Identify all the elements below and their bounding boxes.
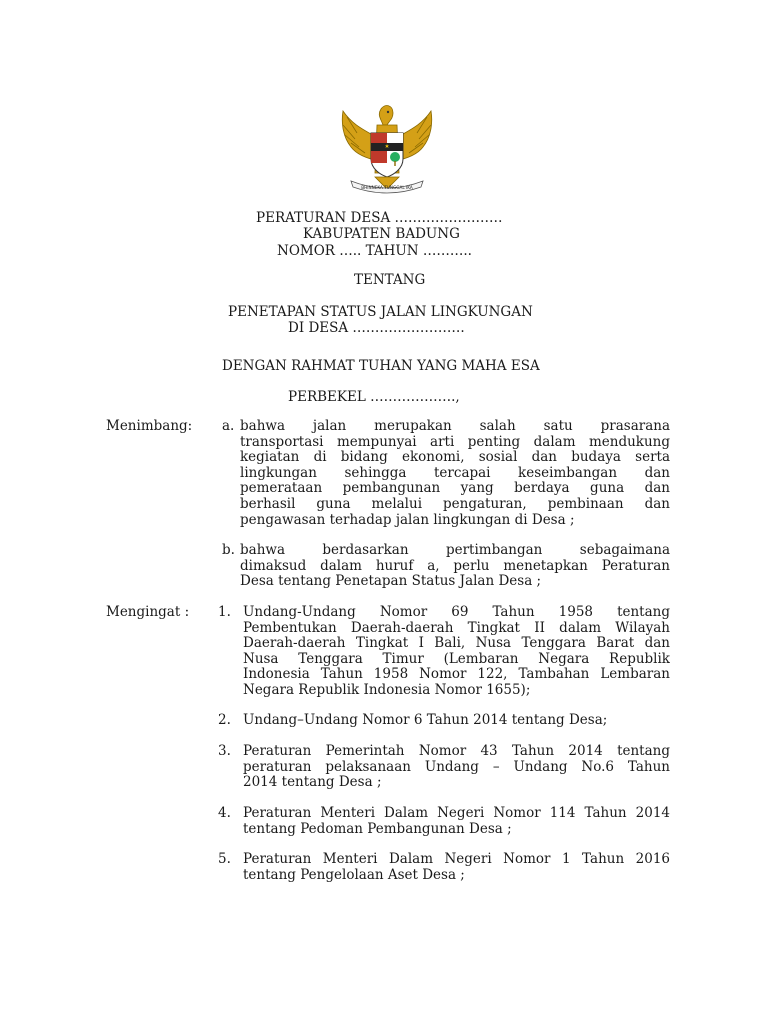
regency-line: KABUPATEN BADUNG [303, 226, 460, 242]
subject-title-line2: DI DESA ……………………. [288, 320, 465, 336]
regulation-title-line: PERATURAN DESA …………………… [256, 210, 503, 226]
mengingat-item-3 [243, 744, 670, 791]
text-line: Desa tentang Penetapan Status Jalan Desa ; [240, 574, 542, 590]
text-line: dimaksud dalam huruf a, perlu menetapkan Peraturan [240, 558, 670, 574]
text-line: tentang Pengelolaan Aset Desa ; [243, 867, 465, 883]
text-line: Peraturan Pemerintah Nomor 43 Tahun 2014 tentang [243, 744, 670, 759]
menimbang-marker-a: a. [222, 418, 235, 434]
text-line: transportasi mempunyai arti penting dalam mendukung [240, 434, 670, 450]
mengingat-item-1 [243, 605, 670, 699]
subject-title-line1: PENETAPAN STATUS JALAN LINGKUNGAN [228, 304, 533, 320]
text-line: Peraturan Menteri Dalam Negeri Nomor 1 Tahun 2016 [243, 852, 670, 867]
text-line: bahwa jalan merupakan salah satu prasarana [240, 419, 670, 434]
mengingat-item-2 [243, 713, 670, 729]
text-line: pemerataan pembangunan yang berdaya guna dan [240, 481, 670, 497]
text-line: Peraturan Menteri Dalam Negeri Nomor 114 Tahun 2014 [243, 806, 670, 821]
tentang-heading: TENTANG [354, 272, 426, 288]
text-line: Nusa Tenggara Timur (Lembaran Negara Republik [243, 651, 670, 667]
text-line: Negara Republik Indonesia Nomor 1655); [243, 682, 531, 698]
mengingat-label: Mengingat : [106, 604, 190, 620]
text-line: Daerah-daerah Tingkat I Bali, Nusa Tenggara Barat dan [243, 636, 670, 652]
svg-text:BHINNEKA TUNGGAL IKA: BHINNEKA TUNGGAL IKA [361, 185, 413, 190]
perbekel-line: PERBEKEL ………………., [288, 389, 460, 405]
mengingat-marker-5: 5. [218, 851, 231, 867]
menimbang-item-a [240, 419, 670, 528]
menimbang-item-b [240, 543, 670, 590]
preamble-line: DENGAN RAHMAT TUHAN YANG MAHA ESA [222, 358, 540, 374]
text-line: Undang-Undang Nomor 69 Tahun 1958 tentang [243, 605, 670, 620]
text-line: lingkungan sehingga tercapai keseimbangan dan [240, 465, 670, 481]
garuda-emblem-icon [333, 103, 441, 195]
menimbang-label: Menimbang: [106, 418, 193, 434]
mengingat-marker-4: 4. [218, 805, 231, 821]
text-line: peraturan pelaksanaan Undang – Undang No.6 Tahun [243, 759, 670, 775]
text-line: bahwa berdasarkan pertimbangan sebagaimana [240, 543, 670, 558]
text-line: Indonesia Tahun 1958 Nomor 122, Tambahan Lembaran [243, 667, 670, 683]
text-line: Undang–Undang Nomor 6 Tahun 2014 tentang Desa; [243, 713, 608, 728]
mengingat-marker-3: 3. [218, 743, 231, 759]
text-line: pengawasan terhadap jalan lingkungan di Desa ; [240, 512, 575, 528]
mengingat-marker-1: 1. [218, 604, 231, 620]
number-year-line: NOMOR ….. TAHUN ……….. [277, 243, 472, 259]
text-line: Pembentukan Daerah-daerah Tingkat II dalam Wilayah [243, 620, 670, 636]
text-line: berhasil guna melalui pengaturan, pembinaan dan [240, 496, 670, 512]
mengingat-marker-2: 2. [218, 712, 231, 728]
text-line: kegiatan di bidang ekonomi, sosial dan budaya serta [240, 450, 670, 466]
text-line: 2014 tentang Desa ; [243, 775, 382, 791]
mengingat-item-5 [243, 852, 670, 883]
text-line: tentang Pedoman Pembangunan Desa ; [243, 821, 512, 837]
menimbang-marker-b: b. [222, 542, 235, 558]
mengingat-item-4 [243, 806, 670, 837]
